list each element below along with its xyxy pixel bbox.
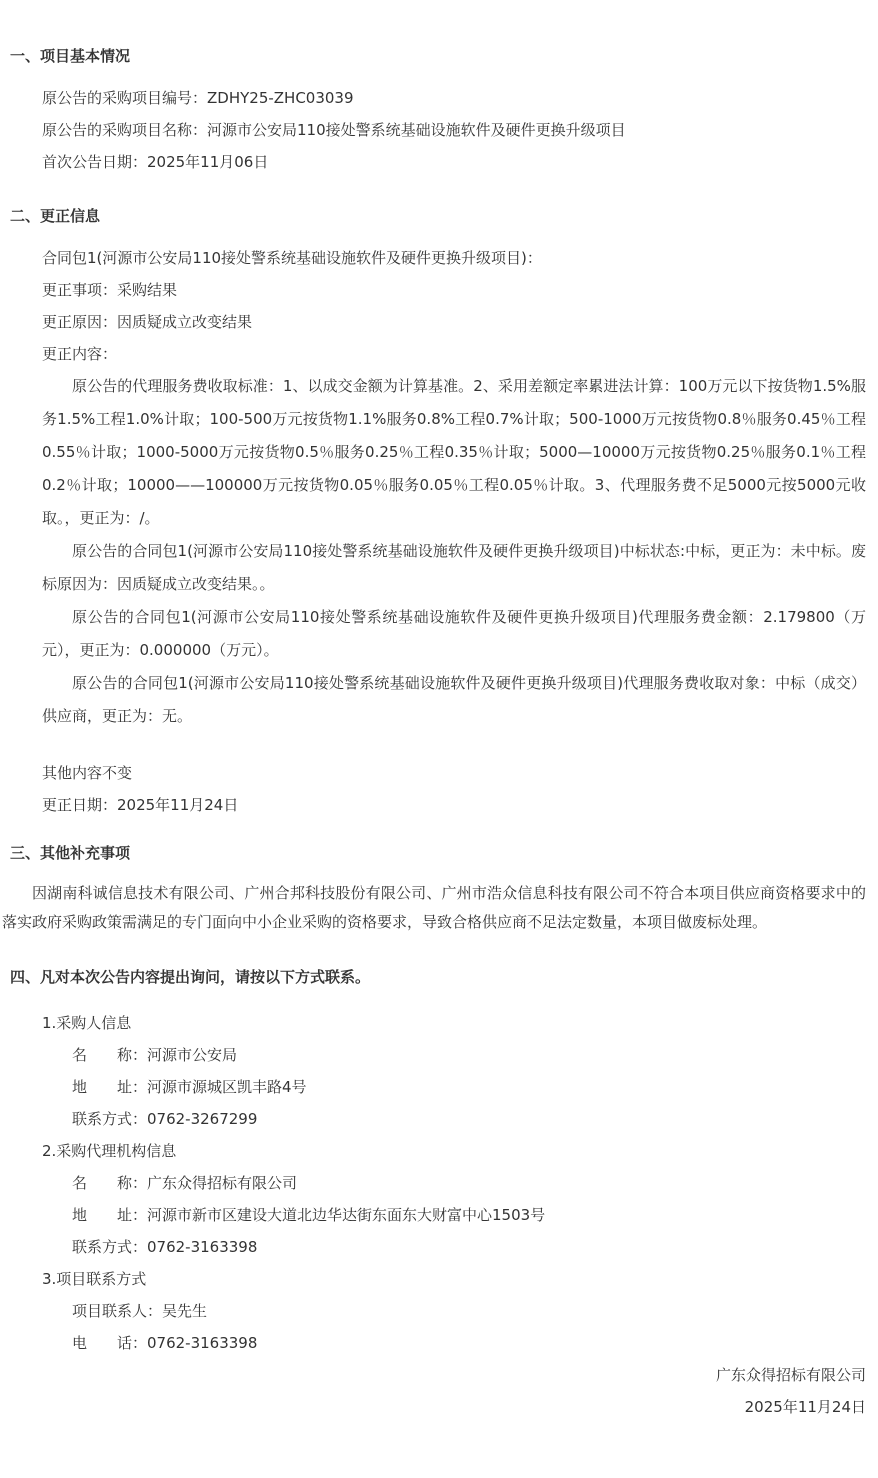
correction-date-line: 更正日期：2025年11月24日 — [42, 796, 239, 814]
purchaser-contact-line: 联系方式：0762-3267299 — [72, 1110, 258, 1128]
agency-name-line: 名 称：广东众得招标有限公司 — [72, 1174, 298, 1192]
purchaser-info-block — [42, 1007, 866, 1135]
original-project-name-line: 原公告的采购项目名称：河源市公安局110接处警系统基础设施软件及硬件更换升级项目 — [42, 121, 626, 139]
section-basic-info — [10, 46, 866, 178]
section-supplement — [2, 843, 866, 937]
section-contact — [10, 967, 866, 1359]
section-contact-heading: 四、凡对本次公告内容提出询问，请按以下方式联系。 — [10, 968, 371, 986]
agency-address-line: 地 址：河源市新市区建设大道北边华达街东面东大财富中心1503号 — [72, 1206, 546, 1224]
first-announcement-date-line: 首次公告日期：2025年11月06日 — [42, 153, 269, 171]
signature-date: 2025年11月24日 — [744, 1398, 866, 1416]
correction-item-line: 更正事项：采购结果 — [42, 281, 178, 299]
project-contact-title: 3.项目联系方式 — [42, 1270, 147, 1288]
correction-paragraph-bid-status: 原公告的合同包1(河源市公安局110接处警系统基础设施软件及硬件更换升级项目)中标状态:中标，更正为：未中标。废标原因为：因质疑成立改变结果。。 — [42, 542, 866, 593]
correction-reason-line: 更正原因：因质疑成立改变结果 — [42, 313, 253, 331]
purchaser-name-line: 名 称：河源市公安局 — [72, 1046, 238, 1064]
agency-info-title: 2.采购代理机构信息 — [42, 1142, 177, 1160]
signature-company: 广东众得招标有限公司 — [715, 1366, 866, 1384]
section-basic-heading: 一、项目基本情况 — [10, 47, 131, 65]
correction-paragraph-agency-fee-standard: 原公告的代理服务费收取标准：1、以成交金额为计算基准。2、采用差额定率累进法计算：100万元以下按货物1.5%服务1.5%工程1.0%计取；100-500万元按货物1.1%服务0.8%工程0.7%计取；500-1000万元按货物0.8％服务0.45％工程0.55％计取；1000-5000万元按货物0.5％服务0.25％工程0.35％计取；5000—10000万元按货物0.25％服务0.1％工程0.2％计取；10000——100000万元按货物0.05％服务0.05％工程0.05％计取。3、代理服务费不足5000元按5000元收取。，更正为：/。 — [42, 377, 866, 527]
correction-paragraph-agency-fee-target: 原公告的合同包1(河源市公安局110接处警系统基础设施软件及硬件更换升级项目)代理服务费收取对象：中标（成交）供应商，更正为：无。 — [42, 674, 866, 725]
section-supplement-heading: 三、其他补充事项 — [10, 844, 131, 862]
section-correction-heading: 二、更正信息 — [10, 207, 101, 225]
purchaser-info-title: 1.采购人信息 — [42, 1014, 132, 1032]
purchaser-address-line: 地 址：河源市源城区凯丰路4号 — [72, 1078, 307, 1096]
signature-block — [10, 1359, 866, 1423]
project-contact-block — [42, 1263, 866, 1359]
project-contact-person-line: 项目联系人：吴先生 — [72, 1302, 208, 1320]
agency-contact-line: 联系方式：0762-3163398 — [72, 1238, 258, 1256]
correction-content-label: 更正内容： — [42, 345, 118, 363]
original-project-code-line: 原公告的采购项目编号：ZDHY25-ZHC03039 — [42, 89, 354, 107]
project-phone-line: 电 话：0762-3163398 — [72, 1334, 258, 1352]
correction-paragraph-agency-fee-amount: 原公告的合同包1(河源市公安局110接处警系统基础设施软件及硬件更换升级项目)代理服务费金额：2.179800（万元），更正为：0.000000（万元）。 — [42, 608, 866, 659]
supplement-paragraph: 因湖南科诚信息技术有限公司、广州合邦科技股份有限公司、广州市浩众信息科技有限公司不符合本项目供应商资格要求中的落实政府采购政策需满足的专门面向中小企业采购的资格要求，导致合格供应商不足法定数量，本项目做废标处理。 — [2, 884, 866, 931]
contract-package-line: 合同包1(河源市公安局110接处警系统基础设施软件及硬件更换升级项目)： — [42, 249, 542, 267]
agency-info-block — [42, 1135, 866, 1263]
section-correction-info — [10, 206, 866, 821]
other-content-unchanged-line: 其他内容不变 — [42, 764, 133, 782]
